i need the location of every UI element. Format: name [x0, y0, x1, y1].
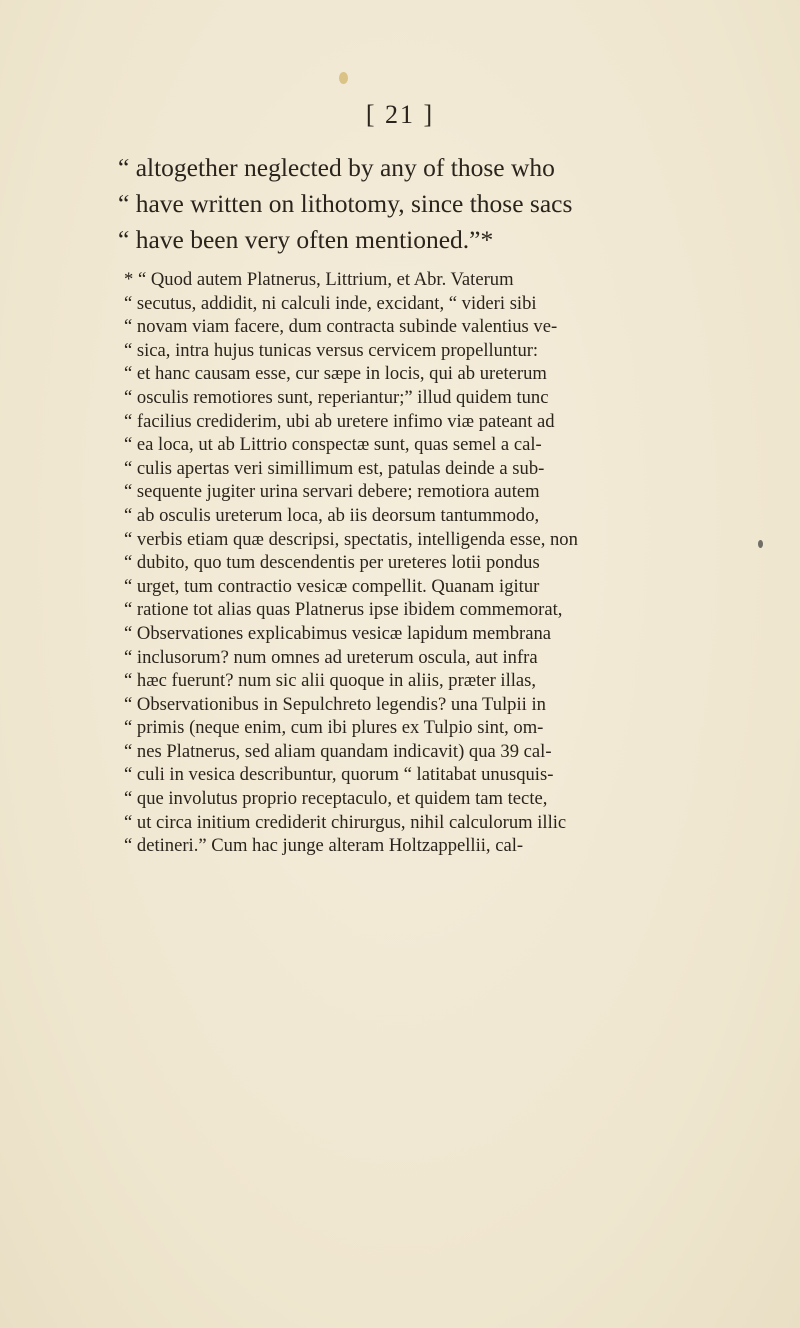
page-number: [ 21 ]: [365, 100, 435, 129]
footnote-line: “ et hanc causam esse, cur sæpe in locis, qui ab ureterum: [124, 363, 547, 385]
footnote-line: “ culis apertas veri simillimum est, patulas deinde a sub-: [124, 457, 545, 479]
footnote-line: “ inclusorum? num omnes ad ureterum oscula, aut infra: [124, 646, 538, 668]
footnote-line: “ verbis etiam quæ descripsi, spectatis, intelligenda esse, non: [124, 528, 578, 550]
footnote: [124, 268, 736, 858]
footnote-line: “ osculis remotiores sunt, reperiantur;” illud quidem tunc: [124, 386, 549, 408]
footnote-line: “ detineri.” Cum hac junge alteram Holtzappellii, cal-: [124, 835, 524, 857]
footnote-line: “ Observationibus in Sepulchreto legendis? una Tulpii in: [124, 693, 546, 715]
paper-stain: [758, 540, 763, 548]
footnote-line: “ secutus, addidit, ni calculi inde, excidant, “ videri sibi: [124, 292, 537, 314]
footnote-line: * “ Quod autem Platnerus, Littrium, et Abr. Vaterum: [124, 269, 514, 290]
main-text: [118, 150, 728, 258]
footnote-line: “ urget, tum contractio vesicæ compellit. Quanam igitur: [124, 575, 540, 597]
main-text-line: “ have been very often mentioned.”*: [118, 225, 494, 254]
footnote-line: “ nes Platnerus, sed aliam quandam indicavit) qua 39 cal-: [124, 740, 552, 762]
footnote-line: “ culi in vesica describuntur, quorum “ latitabat unusquis-: [124, 764, 554, 786]
footnote-line: “ ratione tot alias quas Platnerus ipse ibidem commemorat,: [124, 599, 563, 621]
footnote-line: “ ut circa initium crediderit chirurgus, nihil calculorum illic: [124, 811, 567, 833]
footnote-line: “ ab osculis ureterum loca, ab iis deorsum tantummodo,: [124, 504, 540, 526]
footnote-line: “ hæc fuerunt? num sic alii quoque in aliis, præter illas,: [124, 670, 537, 692]
paper-stain: [339, 72, 348, 84]
footnote-line: “ novam viam facere, dum contracta subinde valentius ve-: [124, 316, 558, 338]
main-text-line: “ have written on lithotomy, since those sacs: [118, 189, 573, 218]
footnote-line: “ que involutus proprio receptaculo, et quidem tam tecte,: [124, 788, 548, 810]
footnote-line: “ ea loca, ut ab Littrio conspectæ sunt, quas semel a cal-: [124, 434, 542, 456]
footnote-line: “ primis (neque enim, cum ibi plures ex Tulpio sint, om-: [124, 717, 544, 739]
footnote-line: “ Observationes explicabimus vesicæ lapidum membrana: [124, 622, 552, 644]
footnote-line: “ sequente jugiter urina servari debere; remotiora autem: [124, 481, 540, 503]
footnote-line: “ dubito, quo tum descendentis per ureteres lotii pondus: [124, 552, 540, 574]
footnote-line: “ sica, intra hujus tunicas versus cervicem propelluntur:: [124, 339, 539, 361]
main-text-line: “ altogether neglected by any of those who: [118, 153, 555, 182]
footnote-line: “ facilius crediderim, ubi ab uretere infimo viæ pateant ad: [124, 410, 555, 432]
